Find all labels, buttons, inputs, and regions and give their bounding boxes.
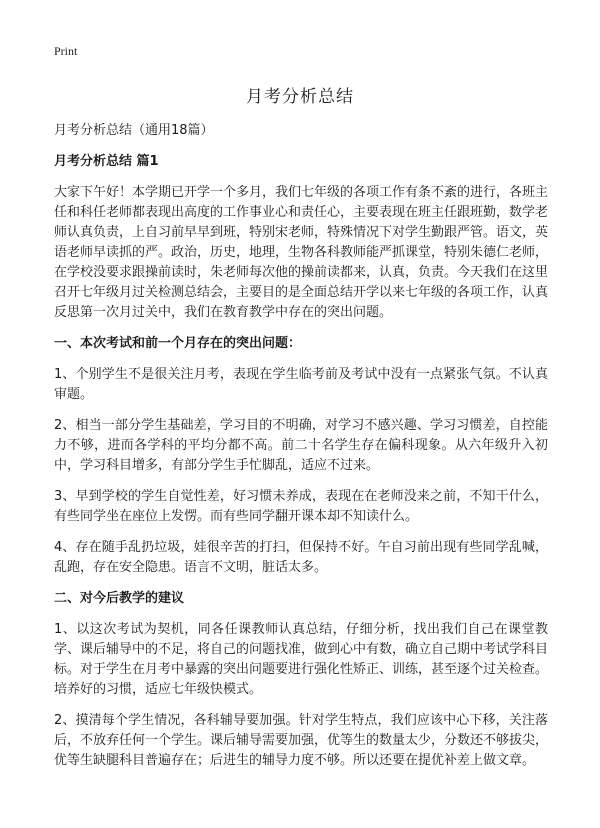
print-link[interactable]: Print (54, 44, 78, 58)
page-title: 月考分析总结 (246, 87, 354, 107)
section1-item: 2、相当一部分学生基础差，学习目的不明确，对学习不感兴趣、学习习惯差，自控能力不够，进而各学科的平均分都不高。前二十名学生存在偏科现象。从六年级升入初中，学习科目增多，有部分学生手忙脚乱，适应不过来。 (54, 418, 548, 473)
section1-heading: 一、本次考试和前一个月存在的突出问题： (54, 336, 302, 351)
section2-heading: 二、对今后教学的建议 (54, 591, 185, 606)
section2-item: 2、摸清每个学生情况，各科辅导要加强。针对学生特点，我们应该中心下移，关注落后，不放弃任何一个学生。课后辅导需要加强，优等生的数量太少，分数还不够拔尖，优等生缺腿科目普遍存在；后进生的辅导力度不够。所以还要在提优补差上做文章。 (54, 713, 549, 768)
document-body (54, 121, 548, 782)
article-heading: 月考分析总结 篇1 (54, 154, 159, 169)
document-subtitle: 月考分析总结（通用18篇） (54, 123, 214, 138)
section1-item: 3、早到学校的学生自觉性差，好习惯未养成，表现在在老师没来之前，不知干什么，有些同学坐在座位上发愣。而有些同学翻开课本却不知读什么。 (54, 489, 548, 524)
section2-item: 1、以这次考试为契机，同各任课教师认真总结，仔细分析，找出我们自己在课堂教学、课后辅导中的不足，将自己的问题找准，做到心中有数，确立自己期中考试学科目标。对于学生在月考中暴露的突出问题要进行强化性矫正、训练，甚至逐个过关检查。培养好的习惯，适应七年级快模式。 (54, 622, 549, 697)
section1-item: 4、存在随手乱扔垃圾，娃很辛苦的打扫，但保持不好。午自习前出现有些同学乱喊，乱跑，存在安全隐患。语言不文明，脏话太多。 (54, 540, 548, 575)
intro-paragraph: 大家下午好！本学期已开学一个多月，我们七年级的各项工作有条不紊的进行，各班主任和科任老师都表现出高度的工作事业心和责任心，主要表现在班主任跟班勤，数学老师认真负责，上自习前早早到班，特别宋老师，特殊情况下对学生勤跟严管。语文，英语老师早读抓的严。政治，历史，地理，生物各科教师能严抓课堂，特别朱德仁老师，在学校没要求跟操前读时，朱老师每次他的操前读都来，认真，负责。今天我们在这里召开七年级月过关检测总结会，主要目的是全面总结开学以来七年级的各项工作，认真反思第一次月过关中，我们在教育教学中存在的突出问题。 (54, 185, 549, 320)
section1-item: 1、个别学生不是很关注月考，表现在学生临考前及考试中没有一点紧张气氛。不认真审题。 (54, 367, 548, 402)
